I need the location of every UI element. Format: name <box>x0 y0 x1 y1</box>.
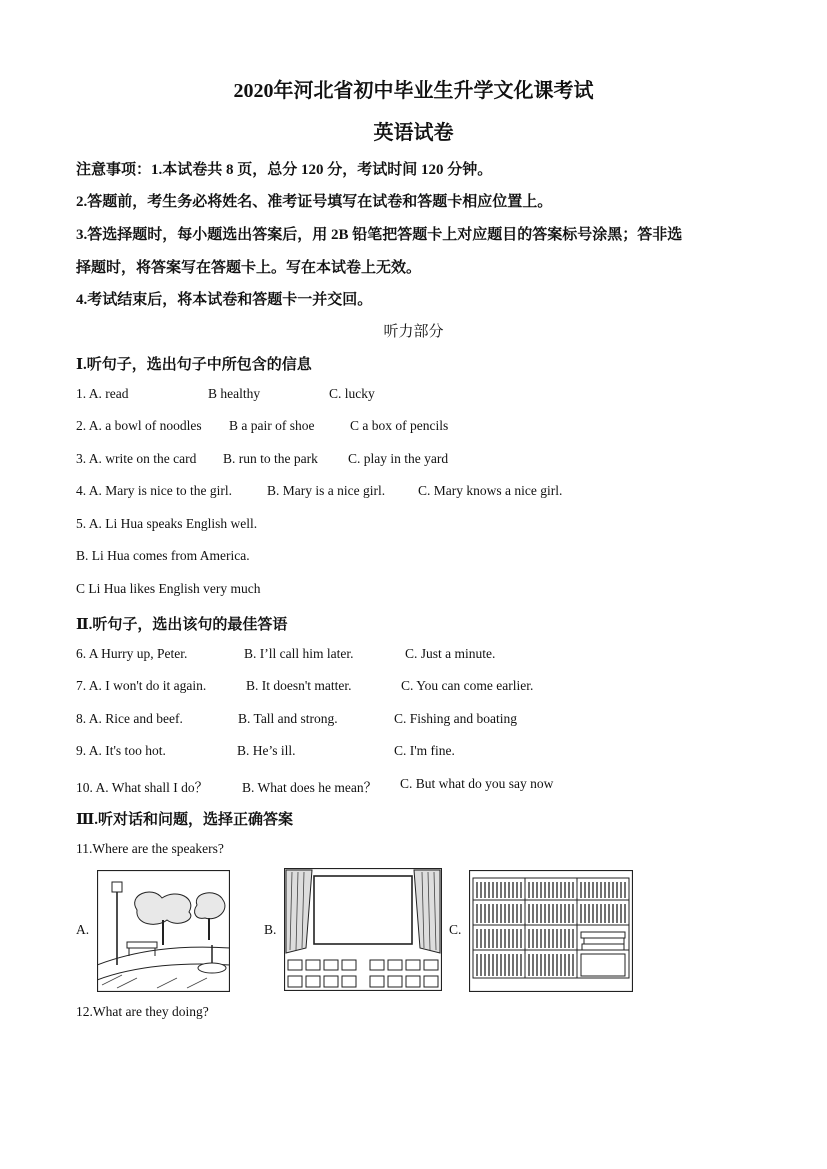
option-c: C. But what do you say now <box>400 776 554 791</box>
section-1-heading: Ⅰ.听句子，选出句子中所包含的信息 <box>76 357 312 373</box>
option-b: B. It doesn't matter. <box>246 678 352 693</box>
note-line-1: 注意事项：1.本试卷共 8 页，总分 120 分，考试时间 120 分钟。 <box>76 162 493 178</box>
park-picture <box>97 870 230 992</box>
option-a: 4. A. Mary is nice to the girl. <box>76 483 232 498</box>
option-c: C. You can come earlier. <box>401 678 534 693</box>
question-5-option-b: B. Li Hua comes from America. <box>76 548 250 563</box>
option-c: C. play in the yard <box>348 451 449 466</box>
option-b: B. Tall and strong. <box>238 711 338 726</box>
option-c: C. Fishing and boating <box>394 711 518 726</box>
option-c: C. Mary knows a nice girl. <box>418 483 563 498</box>
option-b: B. What does he mean？ <box>242 780 378 795</box>
note-line-3: 3.答选择题时，每小题选出答案后，用 2B 铅笔把答题卡上对应题目的答案标号涂黑；答非选 <box>76 227 683 243</box>
option-b: B. run to the park <box>223 451 318 466</box>
option-b: B. I’ll call him later. <box>244 646 354 661</box>
option-a: 1. A. read <box>76 386 129 401</box>
note-line-4: 择题时，将答案写在答题卡上。写在本试卷上无效。 <box>76 260 422 276</box>
option-c: C. lucky <box>329 386 375 401</box>
option-a: 10. A. What shall I do？ <box>76 780 209 795</box>
exam-subtitle: 英语试卷 <box>373 122 454 144</box>
question-11: 11.Where are the speakers? <box>76 841 224 856</box>
question-12: 12.What are they doing? <box>76 1004 209 1019</box>
option-a: 3. A. write on the card <box>76 451 197 466</box>
option-a: 8. A. Rice and beef. <box>76 711 183 726</box>
option-a: 6. A Hurry up, Peter. <box>76 646 188 661</box>
option-c: C. Just a minute. <box>405 646 496 661</box>
picture-label-a: A. <box>76 922 90 937</box>
picture-label-c: C. <box>449 922 462 937</box>
question-5-option-c: C Li Hua likes English very much <box>76 581 261 596</box>
listening-heading: 听力部分 <box>383 324 444 340</box>
cinema-picture <box>284 868 442 991</box>
option-b: B a pair of shoe <box>229 418 315 433</box>
option-a: 7. A. I won't do it again. <box>76 678 207 693</box>
option-b: B. Mary is a nice girl. <box>267 483 386 498</box>
library-picture <box>469 870 633 992</box>
picture-label-b: B. <box>264 922 277 937</box>
note-line-5: 4.考试结束后，将本试卷和答题卡一并交回。 <box>76 292 373 308</box>
option-c: C. I'm fine. <box>394 743 455 758</box>
note-line-2: 2.答题前，考生务必将姓名、准考证号填写在试卷和答题卡相应位置上。 <box>76 194 553 210</box>
question-5-option-a: 5. A. Li Hua speaks English well. <box>76 516 258 531</box>
option-a: 2. A. a bowl of noodles <box>76 418 202 433</box>
option-a: 9. A. It's too hot. <box>76 743 166 758</box>
option-c: C a box of pencils <box>350 418 449 433</box>
option-b: B. He’s ill. <box>237 743 296 758</box>
exam-title: 2020年河北省初中毕业生升学文化课考试 <box>233 80 594 102</box>
option-b: B healthy <box>208 386 261 401</box>
section-3-heading: Ⅲ.听对话和问题，选择正确答案 <box>76 812 294 828</box>
section-2-heading: Ⅱ.听句子，选出该句的最佳答语 <box>76 617 288 633</box>
